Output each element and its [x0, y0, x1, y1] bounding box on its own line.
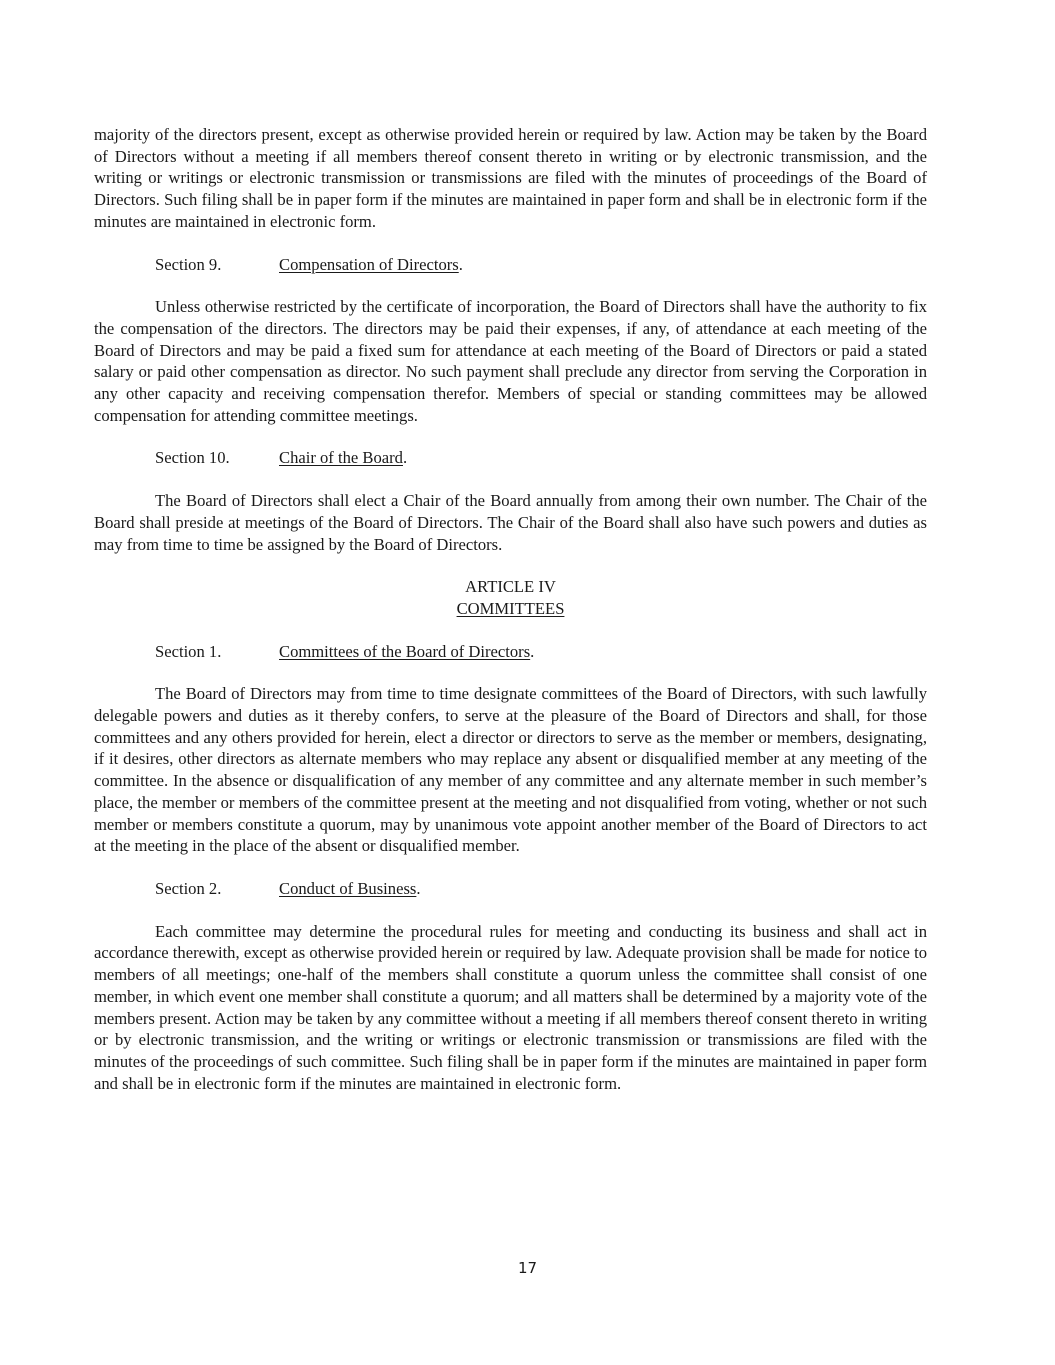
- section-title: Committees of the Board of Directors: [279, 641, 531, 661]
- spacer: [94, 555, 927, 576]
- spacer: [94, 275, 927, 296]
- section-title: Compensation of Directors: [279, 254, 459, 274]
- paragraph-conduct: Each committee may determine the procedural rules for meeting and conducting its business and shall act in accordance therewith, except as otherwise provided herein or required by law. Adequate provision shall be made for notice to members of all meetings; one-half of the members shall constitute a quorum unless the committee shall consist of one member, in which event one member shall constitute a quorum; and all matters shall be determined by a majority vote of the members present. Action may be taken by any committee without a meeting if all members thereof consent thereto in writing or by electronic transmission, and the writing or writings or electronic transmission or transmissions are filed with the minutes of the proceedings of such committee. Such filing shall be in paper form if the minutes are maintained in paper form and shall be in electronic form if the minutes are maintained in electronic form.: [94, 921, 927, 1093]
- page-number: 17: [517, 1259, 538, 1277]
- paragraph-committees: The Board of Directors may from time to time designate committees of the Board of Directors, with such lawfully delegable powers and duties as it thereby confers, to serve at the pleasure of the Board of Directors and shall, for those committees and any others provided for herein, elect a director or directors to serve as the member or members, designating, if it desires, other directors as alternate members who may replace any absent or disqualified member at any meeting of the committee. In the absence or disqualification of any member of any committee and any alternate member in such member’s place, the member or members of the committee present at the meeting and not disqualified from voting, whether or not such member or members constitute a quorum, may by unanimous vote appoint another member of the Board of Directors to act at the meeting in the place of the absent or disqualified member.: [94, 684, 927, 856]
- spacer: [94, 857, 927, 878]
- section-title-punct: .: [530, 641, 535, 661]
- spacer: [94, 233, 927, 254]
- section-title-punct: .: [402, 448, 408, 468]
- section-heading-committees: [94, 641, 927, 663]
- section-title-wrap: [279, 641, 534, 663]
- section-title: Conduct of Business: [279, 878, 417, 898]
- article-title-line: [94, 598, 927, 620]
- spacer: [94, 426, 927, 447]
- section-number: Section 1.: [155, 641, 222, 661]
- section-heading-10: [94, 447, 927, 469]
- spacer: [94, 469, 927, 490]
- spacer: [94, 900, 927, 921]
- paragraph-board-action: majority of the directors present, except as otherwise provided herein or required by law. Action may be taken by the Board of Directors without a meeting if all members thereof consent thereto in writing or by electronic transmission, and the writing or writings or electronic transmission or transmissions are filed with the minutes of proceedings of the Board of Directors. Such filing shall be in paper form if the minutes are maintained in paper form and shall be in electronic form if the minutes are maintained in electronic form.: [94, 125, 927, 231]
- section-title-wrap: [279, 447, 407, 469]
- section-title-wrap: [279, 254, 463, 276]
- section-title-punct: .: [458, 254, 463, 274]
- paragraph-chair: The Board of Directors shall elect a Chair of the Board annually from among their own number. The Chair of the Board shall preside at meetings of the Board of Directors. The Chair of the Board shall also have such powers and duties as may from time to time be assigned by the Board of Directors.: [94, 491, 927, 554]
- section-number: Section 10.: [155, 448, 230, 468]
- paragraph-compensation: Unless otherwise restricted by the certificate of incorporation, the Board of Directors shall have the authority to fix the compensation of the directors. The directors may be paid their expenses, if any, of attendance at each meeting of the Board of Directors and may be paid a fixed sum for attendance at each meeting of the Board of Directors or paid a stated salary or paid other compensation as director. No such payment shall preclude any director from serving the Corporation in any other capacity and receiving compensation therefor. Members of special or standing committees may be allowed compensation for attending committee meetings.: [94, 297, 927, 425]
- section-number: Section 2.: [155, 878, 222, 898]
- section-number: Section 9.: [155, 254, 222, 274]
- section-title-wrap: [279, 878, 421, 900]
- section-title: Chair of the Board: [279, 448, 403, 468]
- section-heading-9: [94, 254, 927, 276]
- section-heading-conduct: [94, 878, 927, 900]
- section-title-punct: .: [416, 878, 421, 898]
- article-label: ARTICLE IV: [465, 577, 556, 597]
- spacer: [94, 620, 927, 641]
- document-page: [94, 124, 927, 1094]
- article-title: COMMITTEES: [456, 598, 565, 618]
- spacer: [94, 662, 927, 683]
